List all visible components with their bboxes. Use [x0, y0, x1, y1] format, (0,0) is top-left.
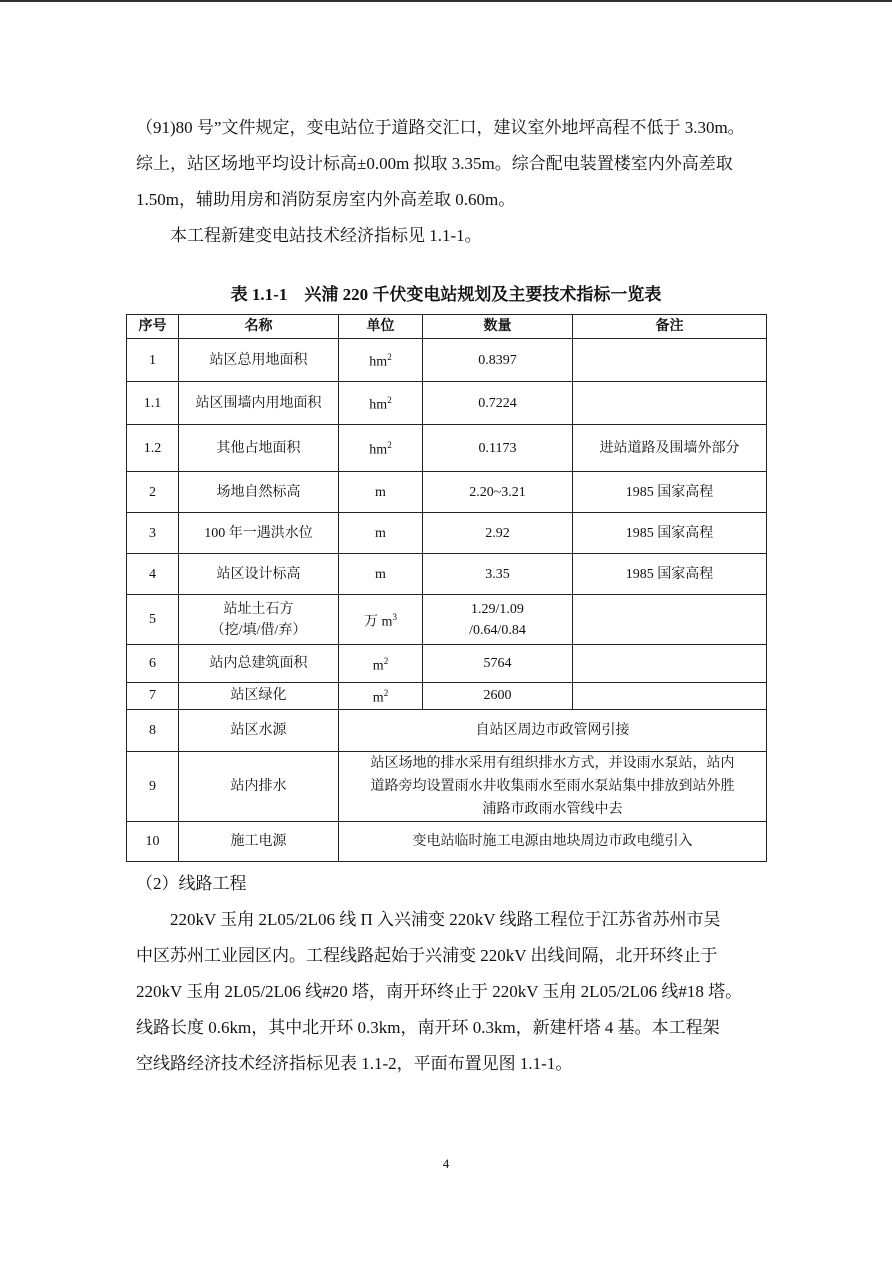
header-unit: 单位: [339, 315, 423, 339]
row-note: 进站道路及围墙外部分: [573, 425, 767, 472]
header-no: 序号: [127, 315, 179, 339]
row-name-line-2: （挖/填/借/弃）: [210, 622, 307, 638]
row-merged-content: [339, 751, 767, 821]
row-quantity: 2.20~3.21: [423, 472, 573, 513]
row-no: 8: [127, 709, 179, 751]
section-2-line-3: 220kV 玉甪 2L05/2L06 线#20 塔，南开环终止于 220kV 玉甪 2L05/2L06 线#18 塔。: [136, 982, 743, 1001]
row-quantity: 2600: [423, 683, 573, 710]
page-top-border: [0, 0, 892, 2]
unit-superscript: 2: [383, 688, 389, 698]
table-reference-text: 本工程新建变电站技术经济指标见 1.1-1。: [170, 226, 482, 245]
table-row: [127, 339, 767, 382]
row-unit: [339, 645, 423, 683]
table-row: [127, 513, 767, 554]
row-name: 站区总用地面积: [179, 339, 339, 382]
unit-superscript: 2: [387, 440, 392, 451]
row-name: 站区围墙内用地面积: [179, 382, 339, 425]
row-unit: [339, 382, 423, 425]
unit-text: m: [372, 658, 384, 674]
intro-line-3: 1.50m，辅助用房和消防泵房室内外高差取 0.60m。: [136, 190, 516, 209]
table-row: [127, 554, 767, 595]
row-unit: [339, 425, 423, 472]
technical-indicators-table: [126, 314, 767, 862]
row-name: 100 年一遇洪水位: [179, 513, 339, 554]
row-no: 6: [127, 645, 179, 683]
intro-paragraph: [136, 110, 758, 254]
table-header-row: [127, 315, 767, 339]
table-row: [127, 425, 767, 472]
merged-line-1: 站区场地的排水采用有组织排水方式，并设雨水泵站，站内: [370, 755, 735, 771]
row-no: 7: [127, 683, 179, 710]
row-note: [573, 645, 767, 683]
row-no: 1: [127, 339, 179, 382]
row-no: 3: [127, 513, 179, 554]
row-quantity: 0.1173: [423, 425, 573, 472]
row-quantity: 0.8397: [423, 339, 573, 382]
row-quantity: 0.7224: [423, 382, 573, 425]
row-unit: [339, 595, 423, 645]
header-note: 备注: [573, 315, 767, 339]
section-2-line-1: 220kV 玉甪 2L05/2L06 线 Π 入兴浦变 220kV 线路工程位于江苏省苏州市吴: [170, 910, 721, 929]
section-2-line-4: 线路长度 0.6km，其中北开环 0.3km，南开环 0.3km，新建杆塔 4 基。本工程架: [136, 1018, 720, 1037]
row-note: [573, 339, 767, 382]
row-unit: m: [339, 513, 423, 554]
row-name: 场地自然标高: [179, 472, 339, 513]
row-note: [573, 382, 767, 425]
table-row: [127, 683, 767, 710]
unit-text: hm: [369, 442, 388, 458]
unit-superscript: 2: [387, 395, 392, 406]
row-unit: m: [339, 554, 423, 595]
row-no: 1.1: [127, 382, 179, 425]
row-name: 站区绿化: [179, 683, 339, 710]
row-quantity-line-2: /0.64/0.84: [469, 622, 526, 638]
unit-text: hm: [369, 397, 388, 413]
row-note: 1985 国家高程: [573, 513, 767, 554]
row-name: 施工电源: [179, 821, 339, 861]
section-2-line-5: 空线路经济技术经济指标见表 1.1-2，平面布置见图 1.1-1。: [136, 1054, 573, 1073]
section-2-paragraph: [136, 866, 758, 1082]
page-number: 4: [442, 1156, 450, 1171]
unit-superscript: 2: [387, 352, 392, 363]
row-quantity: [423, 595, 573, 645]
row-quantity: 5764: [423, 645, 573, 683]
row-name: 站内总建筑面积: [179, 645, 339, 683]
row-name: 站区设计标高: [179, 554, 339, 595]
row-unit: m: [339, 472, 423, 513]
row-no: 9: [127, 751, 179, 821]
unit-text: hm: [369, 354, 388, 370]
row-note: 1985 国家高程: [573, 472, 767, 513]
row-no: 5: [127, 595, 179, 645]
row-note: 1985 国家高程: [573, 554, 767, 595]
row-name-line-1: 站址土石方: [223, 601, 294, 617]
table-caption: 表 1.1-1 兴浦 220 千伏变电站规划及主要技术指标一览表: [230, 285, 662, 304]
row-name: 站区水源: [179, 709, 339, 751]
table-row: [127, 382, 767, 425]
row-note: [573, 595, 767, 645]
unit-text: 万 m: [364, 614, 393, 630]
row-no: 1.2: [127, 425, 179, 472]
header-name: 名称: [179, 315, 339, 339]
row-name: 其他占地面积: [179, 425, 339, 472]
table-row: [127, 821, 767, 861]
row-quantity-line-1: 1.29/1.09: [471, 601, 524, 617]
table-row: [127, 751, 767, 821]
row-name: [179, 595, 339, 645]
row-unit: [339, 339, 423, 382]
row-merged-content: 自站区周边市政管网引接: [339, 709, 767, 751]
unit-text: m: [372, 690, 384, 706]
row-merged-content: 变电站临时施工电源由地块周边市政电缆引入: [339, 821, 767, 861]
row-quantity: 2.92: [423, 513, 573, 554]
unit-superscript: 3: [392, 611, 397, 622]
row-quantity: 3.35: [423, 554, 573, 595]
table-row: [127, 645, 767, 683]
unit-superscript: 2: [383, 655, 389, 666]
row-no: 4: [127, 554, 179, 595]
row-note: [573, 683, 767, 710]
section-2-heading: （2）线路工程: [136, 874, 247, 893]
row-unit: [339, 683, 423, 710]
row-no: 10: [127, 821, 179, 861]
header-quantity: 数量: [423, 315, 573, 339]
merged-line-2: 道路旁均设置雨水井收集雨水至雨水泵站集中排放到站外胜: [370, 778, 735, 794]
intro-line-1: （91)80 号”文件规定，变电站位于道路交汇口，建议室外地坪高程不低于 3.30m。: [136, 118, 745, 137]
row-no: 2: [127, 472, 179, 513]
row-name: 站内排水: [179, 751, 339, 821]
table-row: [127, 595, 767, 645]
merged-line-3: 浦路市政雨水管线中去: [482, 801, 623, 817]
table-row: [127, 709, 767, 751]
table-row: [127, 472, 767, 513]
intro-line-2: 综上，站区场地平均设计标高±0.00m 拟取 3.35m。综合配电装置楼室内外高差取: [136, 154, 733, 173]
section-2-line-2: 中区苏州工业园区内。工程线路起始于兴浦变 220kV 出线间隔，北开环终止于: [136, 946, 718, 965]
